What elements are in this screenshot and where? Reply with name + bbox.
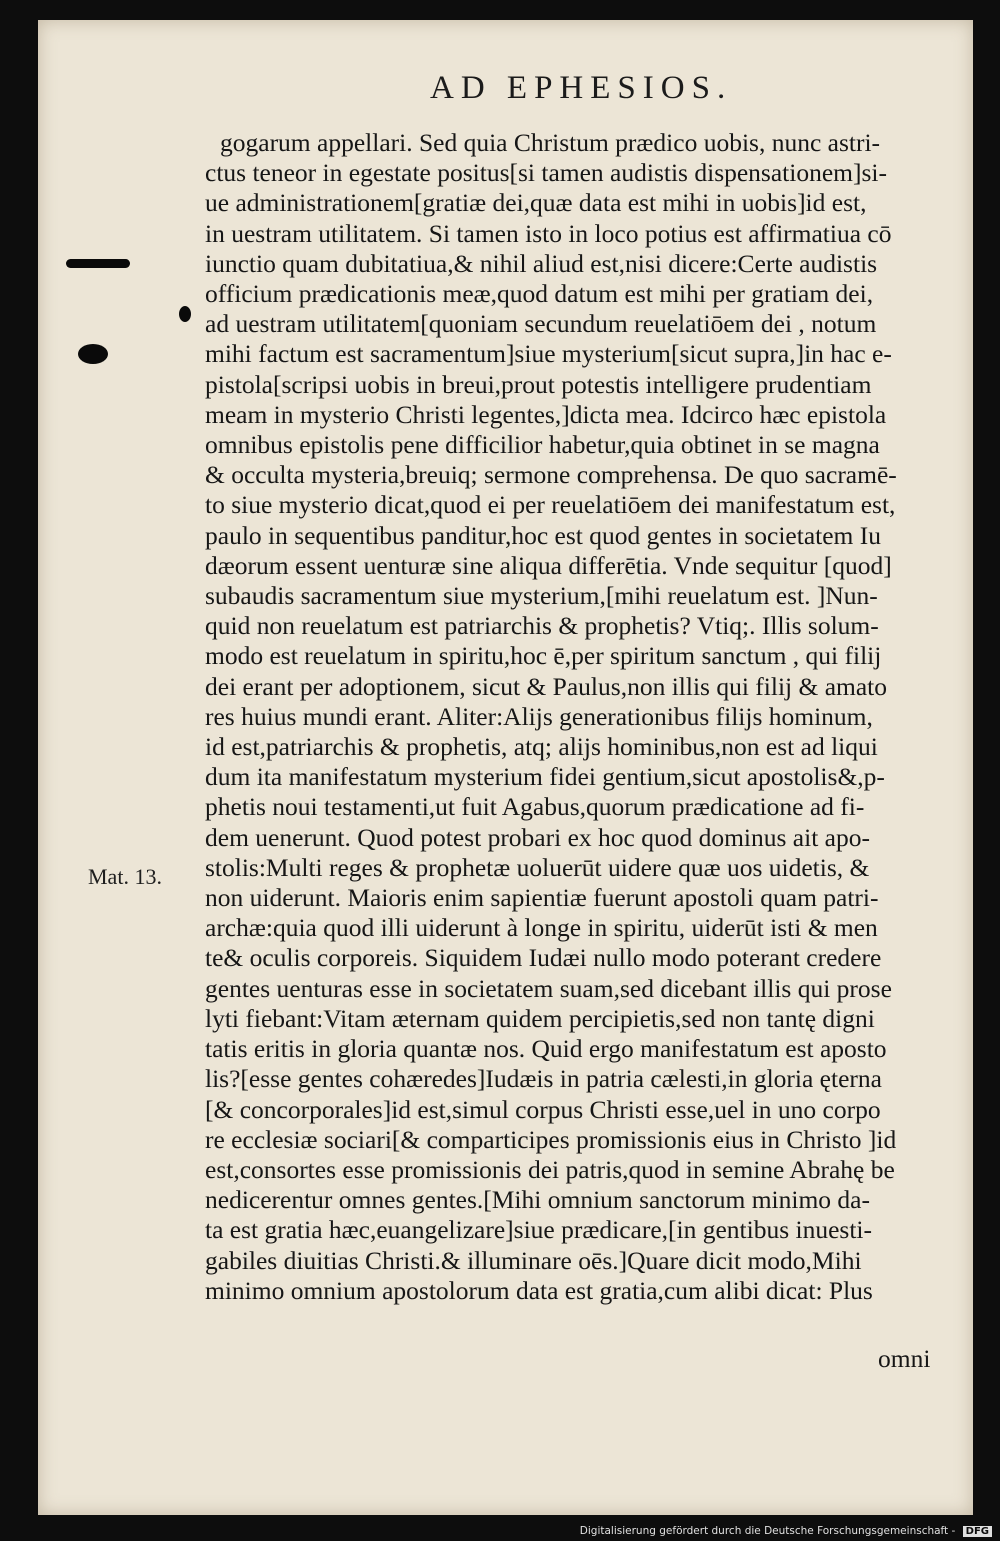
- digitization-credit: [580, 1525, 992, 1537]
- text-line: gogarum appellari. Sed quia Christum prædico uobis, nunc astri-: [220, 128, 881, 157]
- text-line: omnibus epistolis pene difficilior habetur,quia obtinet in se magna: [205, 430, 880, 460]
- running-head: AD EPHESIOS.: [430, 70, 733, 106]
- text-line: ta est gratia hæc,euangelizare]siue prædicare,[in gentibus inuesti-: [205, 1215, 872, 1245]
- text-line: subaudis sacramentum siue mysterium,[mihi reuelatum est. ]Nun-: [205, 581, 878, 611]
- text-line: & occulta mysteria,breuiq; sermone comprehensa. De quo sacramē-: [205, 460, 897, 490]
- ink-blot-mark: [78, 344, 108, 364]
- text-line: [& concorporales]id est,simul corpus Christi esse,uel in uno corpo: [205, 1094, 881, 1124]
- text-line: stolis:Multi reges & prophetæ uoluerūt uidere quæ uos uidetis, &: [205, 852, 870, 882]
- marginal-note: Mat. 13.: [88, 864, 162, 889]
- dfg-logo: DFG: [963, 1526, 992, 1537]
- catchword: omni: [878, 1344, 931, 1373]
- text-line: phetis noui testamenti,ut fuit Agabus,quorum prædicatione ad fi-: [205, 792, 865, 822]
- text-line: id est,patriarchis & prophetis, atq; alijs hominibus,non est ad liqui: [205, 732, 878, 762]
- text-line: ue administrationem[gratiæ dei,quæ data est mihi in uobis]id est,: [205, 188, 867, 218]
- text-line: in uestram utilitatem. Si tamen isto in loco potius est affirmatiua cō: [205, 218, 892, 248]
- credit-text: Digitalisierung gefördert durch die Deutsche Forschungsgemeinschaft -: [579, 1525, 956, 1537]
- text-line: dem uenerunt. Quod potest probari ex hoc quod dominus ait apo-: [205, 822, 870, 852]
- text-line: lis?[esse gentes cohæredes]Iudæis in patria cælesti,in gloria ęterna: [205, 1064, 882, 1094]
- text-line: te& oculis corporeis. Siquidem Iudæi nullo modo poterant credere: [205, 943, 882, 973]
- text-line: est,consortes esse promissionis dei patris,quod in semine Abrahę be: [205, 1154, 895, 1184]
- text-line: dæorum essent uenturæ sine aliqua differētia. Vnde sequitur [quod]: [205, 550, 892, 580]
- text-line: mihi factum est sacramentum]siue mysterium[sicut supra,]in hac e-: [205, 339, 892, 369]
- text-line: res huius mundi erant. Aliter:Alijs generationibus filijs hominum,: [205, 701, 873, 731]
- text-line: ctus teneor in egestate positus[si tamen audistis dispensationem]si-: [205, 158, 887, 188]
- text-line: meam in mysterio Christi legentes,]dicta mea. Idcirco hæc epistola: [205, 399, 887, 429]
- text-line: non uiderunt. Maioris enim sapientiæ fuerunt apostoli quam patri-: [205, 883, 879, 913]
- text-line: re ecclesiæ sociari[& comparticipes promissionis eius in Christo ]id: [205, 1124, 897, 1154]
- ink-dot-mark: [179, 306, 191, 322]
- text-line: to siue mysterio dicat,quod ei per reuelatiōem dei manifestatum est,: [205, 490, 896, 520]
- text-line: officium prædicationis meæ,quod datum est mihi per gratiam dei,: [205, 279, 874, 309]
- text-line: iunctio quam dubitatiua,& nihil aliud est,nisi dicere:Certe audistis: [205, 248, 878, 278]
- text-line: dei erant per adoptionem, sicut & Paulus,non illis qui filij & amato: [205, 671, 888, 701]
- text-line: modo est reuelatum in spiritu,hoc ē,per spiritum sanctum , qui filij: [205, 641, 882, 671]
- text-line: quid non reuelatum est patriarchis & prophetis? Vtiq;. Illis solum-: [205, 611, 879, 641]
- text-line: ad uestram utilitatem[quoniam secundum reuelatiōem dei , notum: [205, 309, 877, 339]
- text-line: lyti fiebant:Vitam æternam quidem percipietis,sed non tantę digni: [205, 1003, 875, 1033]
- text-line: nedicerentur omnes gentes.[Mihi omnium sanctorum minimo da-: [205, 1185, 870, 1215]
- text-line: paulo in sequentibus panditur,hoc est quod gentes in societatem Iu: [205, 520, 881, 550]
- text-line: minimo omnium apostolorum data est gratia,cum alibi dicat: Plus: [205, 1275, 873, 1305]
- ink-dash-mark: [66, 259, 130, 268]
- text-line: gabiles diuitias Christi.& illuminare oēs.]Quare dicit modo,Mihi: [205, 1245, 862, 1275]
- text-line: archæ:quia quod illi uiderunt à longe in spiritu, uiderūt isti & men: [205, 913, 878, 943]
- text-line: gentes uenturas esse in societatem suam,sed dicebant illis qui prose: [205, 973, 892, 1003]
- text-line: dum ita manifestatum mysterium fidei gentium,sicut apostolis&,p-: [205, 762, 885, 792]
- text-line: tatis eritis in gloria quantæ nos. Quid ergo manifestatum est aposto: [205, 1034, 887, 1064]
- text-line: pistola[scripsi uobis in breui,prout potestis intelligere prudentiam: [205, 369, 872, 399]
- page-body-text: [205, 128, 970, 1306]
